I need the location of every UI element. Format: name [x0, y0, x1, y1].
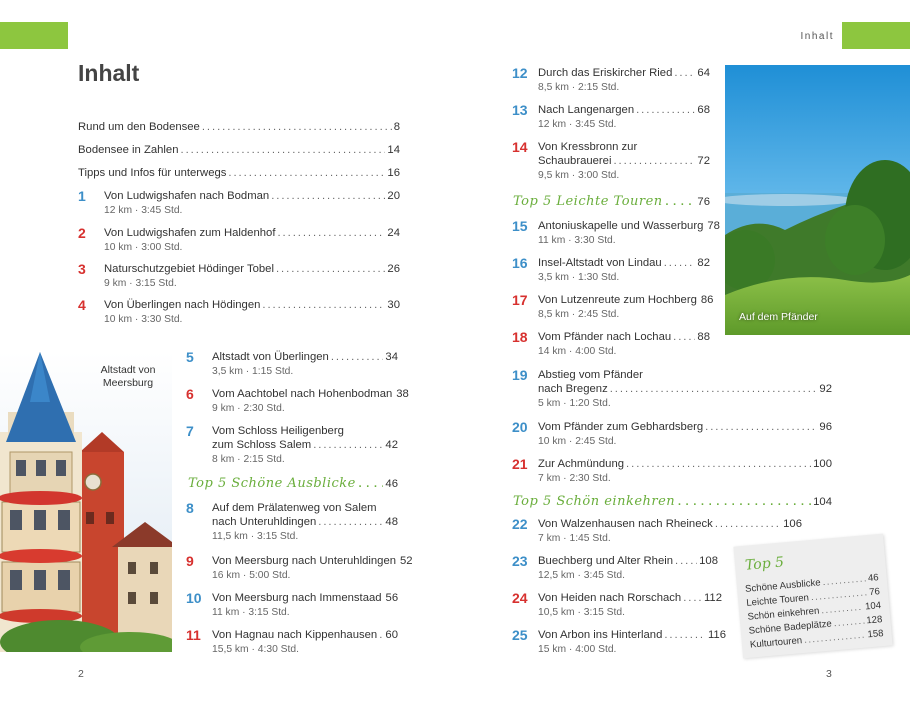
tour-number: 23	[512, 553, 528, 569]
toc-tour-entry[interactable]: Von Kressbronn zur Schaubrauerei . . . 72 9,5 km · 3:00 Std.	[538, 140, 710, 183]
tour-number: 16	[512, 255, 528, 271]
tour-number: 13	[512, 102, 528, 118]
page-title: Inhalt	[78, 60, 140, 86]
tour-number: 3	[78, 261, 86, 277]
top5-note-title: Top 5	[744, 554, 785, 574]
tour-number: 19	[512, 367, 528, 383]
right-header-bar	[842, 22, 910, 49]
photo-meersburg	[0, 352, 172, 652]
toc-top5-section[interactable]: Top 5 Leichte Touren . . . 76	[513, 192, 710, 210]
tour-number: 11	[186, 627, 201, 643]
toc-tour-entry[interactable]: Naturschutzgebiet Hödinger Tobel . . . 26 9 km · 3:15 Std.	[104, 262, 400, 291]
page-number-right: 3	[826, 668, 832, 680]
tour-number: 2	[78, 225, 86, 241]
tour-number: 20	[512, 419, 528, 435]
tour-number: 17	[512, 292, 528, 308]
toc-tour-entry[interactable]: Insel-Altstadt von Lindau . . . 82 3,5 km · 1:30 Std.	[538, 256, 710, 285]
top5-note-item[interactable]: Kulturtouren . . . 158	[750, 628, 884, 651]
toc-tour-entry[interactable]: Buechberg und Alter Rhein . . . 108 12,5 km · 3:45 Std.	[538, 554, 718, 583]
toc-tour-entry[interactable]: Abstieg vom Pfänder nach Bregenz . . . 92 5 km · 1:20 Std.	[538, 368, 832, 411]
tour-number: 24	[512, 590, 528, 606]
toc-tour-entry[interactable]: Von Arbon ins Hinterland . . . 116 15 km · 4:00 Std.	[538, 628, 726, 657]
tour-number: 5	[186, 349, 194, 365]
toc-top5-section[interactable]: Top 5 Schön einkehren . . . 104	[513, 492, 832, 510]
tour-number: 10	[186, 590, 202, 606]
tour-number: 4	[78, 297, 86, 313]
top5-note-item[interactable]: Schöne Ausblicke . . . 46	[745, 572, 879, 595]
toc-tour-entry[interactable]: Von Ludwigshafen nach Bodman . . . 20 12 km · 3:45 Std.	[104, 189, 400, 218]
toc-tour-entry[interactable]: Von Walzenhausen nach Rheineck . . . 106 7 km · 1:45 Std.	[538, 517, 802, 546]
toc-tour-entry[interactable]: Zur Achmündung . . . 100 7 km · 2:30 Std.	[538, 457, 832, 486]
tour-number: 1	[78, 188, 86, 204]
tour-number: 7	[186, 423, 194, 439]
top5-note-item[interactable]: Schöne Badeplätze . . . 128	[748, 614, 882, 637]
toc-tour-entry[interactable]: Vom Pfänder zum Gebhardsberg . . . 96 10 km · 2:45 Std.	[538, 420, 832, 449]
left-header-bar	[0, 22, 68, 49]
toc-intro-entry[interactable]: Tipps und Infos für unterwegs . . . 16	[78, 166, 400, 180]
header-label: Inhalt	[800, 31, 834, 42]
top5-note-item[interactable]: Schön einkehren . . . 104	[747, 600, 881, 623]
toc-tour-entry[interactable]: Von Hagnau nach Kippenhausen . . . 60 15,5 km · 4:30 Std.	[212, 628, 398, 657]
toc-tour-entry[interactable]: Von Überlingen nach Hödingen . . . 30 10 km · 3:30 Std.	[104, 298, 400, 327]
page-number-left: 2	[78, 668, 84, 680]
top5-note-item[interactable]: Leichte Touren . . . 76	[746, 586, 880, 609]
tour-number: 9	[186, 553, 194, 569]
photo-pfaender	[725, 65, 910, 335]
toc-intro-entry[interactable]: Bodensee in Zahlen . . . 14	[78, 143, 400, 157]
top5-note-card	[733, 534, 892, 659]
tour-number: 22	[512, 516, 528, 532]
toc-tour-entry[interactable]: Antoniuskapelle und Wasserburg 78 11 km · 3:30 Std.	[538, 220, 720, 246]
toc-tour-entry[interactable]: Auf dem Prälatenweg von Salem nach Unteruhldingen . . . 48 11,5 km · 3:15 Std.	[212, 501, 398, 544]
tour-number: 15	[512, 218, 528, 234]
tour-number: 25	[512, 627, 528, 643]
toc-tour-entry[interactable]: Von Meersburg nach Unteruhldingen 52 16 km · 5:00 Std.	[212, 555, 413, 581]
toc-tour-entry[interactable]: Von Lutzenreute zum Hochberg 86 8,5 km · 2:45 Std.	[538, 294, 714, 320]
toc-tour-entry[interactable]: Vom Pfänder nach Lochau . . . 88 14 km · 4:00 Std.	[538, 330, 710, 359]
toc-tour-entry[interactable]: Nach Langenargen . . . 68 12 km · 3:45 Std.	[538, 103, 710, 132]
toc-top5-section[interactable]: Top 5 Schöne Ausblicke . . . 46	[188, 474, 398, 492]
photo-caption-meersburg: Altstadt von Meersburg	[100, 364, 156, 389]
toc-tour-entry[interactable]: Von Ludwigshafen zum Haldenhof . . . 24 10 km · 3:00 Std.	[104, 226, 400, 255]
tour-number: 18	[512, 329, 528, 345]
tour-number: 6	[186, 386, 194, 402]
toc-intro-entry[interactable]: Rund um den Bodensee . . . 8	[78, 120, 400, 134]
toc-tour-entry[interactable]: Vom Aachtobel nach Hohenbodman 38 9 km · 2:30 Std.	[212, 388, 409, 414]
toc-tour-entry[interactable]: Von Meersburg nach Immenstaad 56 11 km · 3:15 Std.	[212, 592, 399, 618]
tour-number: 8	[186, 500, 194, 516]
tour-number: 12	[512, 65, 528, 81]
tour-number: 14	[512, 139, 528, 155]
toc-tour-entry[interactable]: Von Heiden nach Rorschach . . . 112 10,5 km · 3:15 Std.	[538, 591, 722, 620]
toc-tour-entry[interactable]: Altstadt von Überlingen . . . 34 3,5 km · 1:15 Std.	[212, 350, 398, 379]
toc-tour-entry[interactable]: Durch das Eriskircher Ried . . . 64 8,5 km · 2:15 Std.	[538, 66, 710, 95]
tour-number: 21	[512, 456, 528, 472]
photo-caption-pfaender: Auf dem Pfänder	[739, 311, 818, 323]
toc-tour-entry[interactable]: Vom Schloss Heiligenberg zum Schloss Salem . . . 42 8 km · 2:15 Std.	[212, 424, 398, 467]
